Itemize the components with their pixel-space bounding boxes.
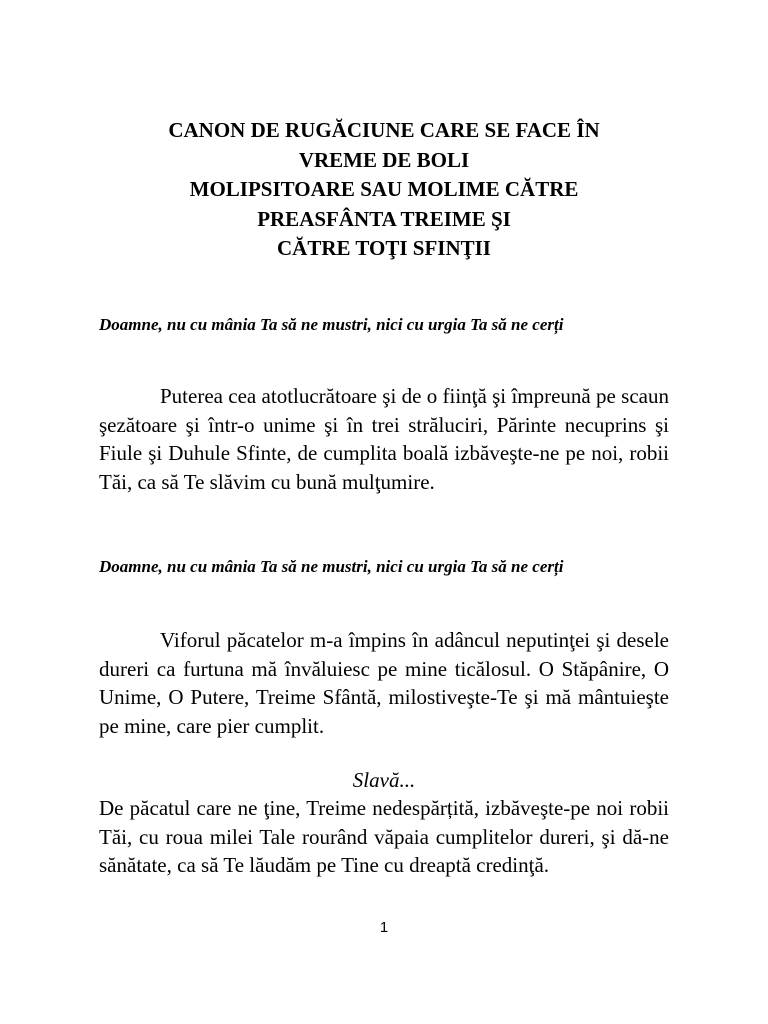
page-number: 1: [379, 919, 389, 936]
refrain-verse: Doamne, nu cu mânia Ta să ne mustri, nici cu urgia Ta să ne cerți: [99, 315, 564, 334]
title-line: CĂTRE TOŢI SFINŢII: [277, 236, 491, 260]
title-line: MOLIPSITOARE SAU MOLIME CĂTRE: [189, 177, 579, 201]
title-line: VREME DE BOLI: [298, 147, 470, 172]
troparion-paragraph: De păcatul care ne ţine, Treime nedespărțită, izbăveşte-pe noi robii Tăi, cu roua milei Tale rourând văpaia cumplitelor dureri, şi dă-ne sănătate, ca să Te lăudăm pe Tine cu dreaptă credinţă.: [99, 796, 669, 877]
troparion-paragraph: Viforul păcatelor m-a împins în adâncul neputinţei şi desele dureri ca furtuna mă învăluiesc pe mine ticălosul. O Stăpânire, O Unime, O Putere, Treime Sfântă, milostiveşte-Te şi mă mântuieşte pe mine, care pier cumplit.: [99, 628, 669, 738]
refrain-verse: Doamne, nu cu mânia Ta să ne mustri, nici cu urgia Ta să ne cerți: [99, 557, 564, 576]
title-line: CANON DE RUGĂCIUNE CARE SE FACE ÎN: [168, 118, 600, 142]
document-title: [60, 116, 708, 264]
title-line: PREASFÂNTA TREIME ŞI: [257, 206, 511, 231]
troparion-paragraph: Puterea cea atotlucrătoare şi de o fiinţă şi împreună pe scaun şezătoare şi într-o unime şi în trei străluciri, Părinte necuprins şi Fiule şi Duhule Sfinte, de cumplita boală izbăveşte-ne pe noi, robii Tăi, ca să Te slăvim cu bună mulţumire.: [99, 384, 669, 494]
slava-heading: Slavă...: [352, 768, 416, 792]
